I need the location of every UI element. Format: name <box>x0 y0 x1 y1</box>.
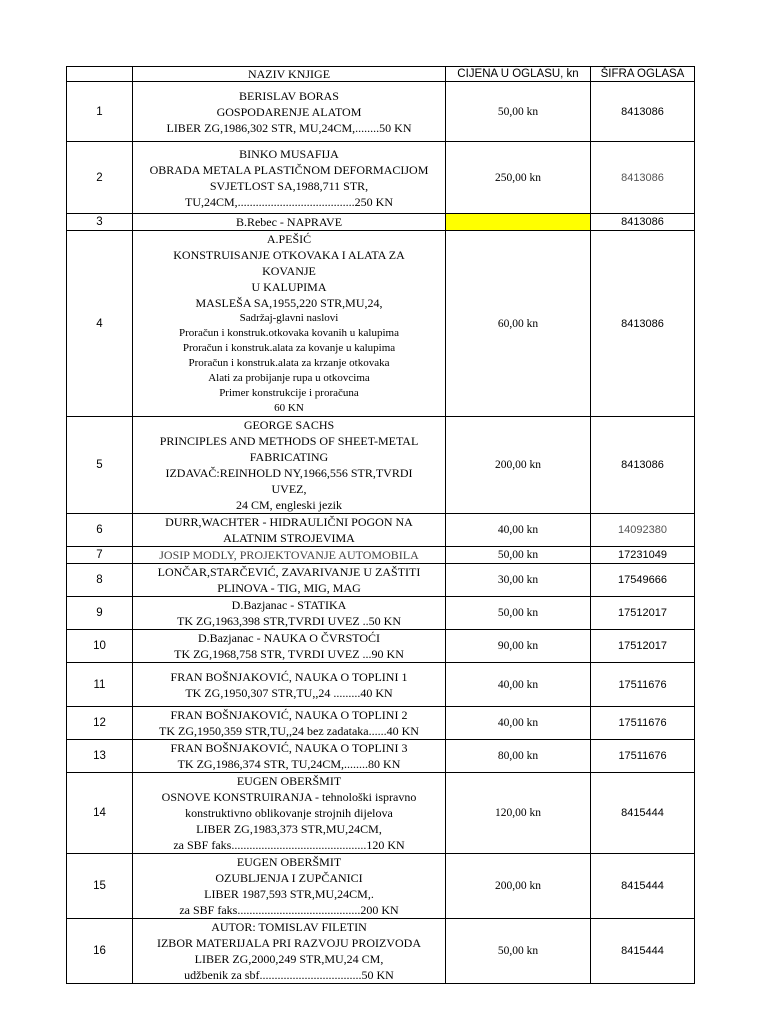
ad-code: 17512017 <box>591 597 695 630</box>
book-line: KOVANJE <box>262 264 316 278</box>
ad-code: 8413086 <box>591 417 695 514</box>
book-line: FABRICATING <box>249 450 329 464</box>
book-line: 24 CM, engleski jezik <box>236 498 342 512</box>
book-line: SVJETLOST SA,1988,711 STR, <box>209 178 369 193</box>
ad-code: 8415444 <box>591 773 695 854</box>
book-line: LIBER ZG,1986,302 STR, MU,24CM,........50 KN <box>166 120 412 135</box>
row-number: 4 <box>67 231 133 417</box>
price-cell: 120,00 kn <box>446 773 591 854</box>
header-number <box>67 67 133 82</box>
price-cell: 40,00 kn <box>446 663 591 707</box>
row-number: 16 <box>67 919 133 984</box>
row-number: 7 <box>67 547 133 564</box>
table-row <box>67 773 695 854</box>
book-description <box>133 854 446 919</box>
book-line: 60 KN <box>274 402 304 414</box>
row-number: 5 <box>67 417 133 514</box>
price-cell: 200,00 kn <box>446 417 591 514</box>
book-line: LONČAR,STARČEVIĆ, ZAVARIVANJE U ZAŠTITI <box>157 565 421 579</box>
book-line: za SBF faks.........................................200 KN <box>179 903 399 917</box>
row-number: 11 <box>67 663 133 707</box>
row-number: 3 <box>67 214 133 231</box>
ad-code: 8413086 <box>591 142 695 214</box>
table-row <box>67 740 695 773</box>
price-cell: 250,00 kn <box>446 142 591 214</box>
table-row <box>67 547 695 564</box>
ad-code: 8413086 <box>591 214 695 231</box>
table-row <box>67 630 695 663</box>
price-cell: 200,00 kn <box>446 854 591 919</box>
book-line: FRAN BOŠNJAKOVIĆ, NAUKA O TOPLINI 2 <box>170 708 408 722</box>
book-description <box>133 417 446 514</box>
price-cell-highlighted <box>446 214 591 231</box>
book-description <box>133 740 446 773</box>
ad-code: 17512017 <box>591 630 695 663</box>
table-row <box>67 142 695 214</box>
row-number: 8 <box>67 564 133 597</box>
table-row <box>67 514 695 547</box>
book-line: GOSPODARENJE ALATOM <box>216 104 362 119</box>
book-line: TK ZG,1986,374 STR, TU,24CM,........80 KN <box>177 757 401 771</box>
book-line: D.Bazjanac - STATIKA <box>231 598 347 612</box>
table-row <box>67 417 695 514</box>
table-row <box>67 564 695 597</box>
book-line: za SBF faks.............................................120 KN <box>173 838 405 852</box>
book-line: udžbenik za sbf..................................50 KN <box>184 968 394 982</box>
price-cell: 60,00 kn <box>446 231 591 417</box>
table-row <box>67 707 695 740</box>
book-line: Proračun i konstruk.alata za kovanje u kalupima <box>182 342 396 354</box>
book-description <box>133 663 446 707</box>
ad-code: 17511676 <box>591 663 695 707</box>
book-line: LIBER 1987,593 STR,MU,24CM,. <box>204 887 374 901</box>
price-cell: 40,00 kn <box>446 514 591 547</box>
book-line: GEORGE SACHS <box>243 418 335 432</box>
book-line: DURR,WACHTER - HIDRAULIČNI POGON NA <box>165 515 413 529</box>
price-cell: 30,00 kn <box>446 564 591 597</box>
book-description <box>133 214 446 231</box>
book-line: AUTOR: TOMISLAV FILETIN <box>211 920 367 934</box>
book-line: KONSTRUISANJE OTKOVAKA I ALATA ZA <box>173 248 405 262</box>
row-number: 1 <box>67 82 133 142</box>
price-cell: 50,00 kn <box>446 919 591 984</box>
ad-code: 17549666 <box>591 564 695 597</box>
book-line: Proračun i konstruk.alata za krzanje otkovaka <box>188 357 390 369</box>
ad-code: 8415444 <box>591 919 695 984</box>
row-number: 2 <box>67 142 133 214</box>
book-line: TK ZG,1963,398 STR,TVRDI UVEZ ..50 KN <box>177 614 401 628</box>
book-line: ALATNIM STROJEVIMA <box>223 531 355 545</box>
book-description <box>133 514 446 547</box>
book-line: D.Bazjanac - NAUKA O ČVRSTOĆI <box>197 631 381 645</box>
ad-code: 17511676 <box>591 740 695 773</box>
ad-code: 17231049 <box>591 547 695 564</box>
ad-code: 17511676 <box>591 707 695 740</box>
book-line: MASLEŠA SA,1955,220 STR,MU,24, <box>195 296 383 310</box>
row-number: 6 <box>67 514 133 547</box>
book-description <box>133 773 446 854</box>
book-line: OBRADA METALA PLASTIČNOM DEFORMACIJOM <box>149 162 429 177</box>
book-line: BERISLAV BORAS <box>239 88 339 103</box>
book-line: OZUBLJENJA I ZUPČANICI <box>215 871 363 885</box>
book-description <box>133 630 446 663</box>
book-line: TK ZG,1950,359 STR,TU,,24 bez zadataka......40 KN <box>159 724 419 738</box>
ad-code: 8413086 <box>591 82 695 142</box>
header-row <box>67 67 695 82</box>
book-line: EUGEN OBERŠMIT <box>236 855 342 869</box>
table-row <box>67 597 695 630</box>
book-line: TK ZG,1968,758 STR, TVRDI UVEZ ...90 KN <box>174 647 404 661</box>
table-row <box>67 663 695 707</box>
price-cell: 40,00 kn <box>446 707 591 740</box>
row-number: 15 <box>67 854 133 919</box>
price-cell: 90,00 kn <box>446 630 591 663</box>
ad-code: 14092380 <box>591 514 695 547</box>
book-description <box>133 597 446 630</box>
book-line: Primer konstrukcije i proračuna <box>219 387 359 399</box>
row-number: 10 <box>67 630 133 663</box>
price-cell: 50,00 kn <box>446 547 591 564</box>
book-list-sheet <box>66 66 694 984</box>
book-description <box>133 564 446 597</box>
price-cell: 50,00 kn <box>446 82 591 142</box>
book-line: B.Rebec - NAPRAVE <box>235 215 343 229</box>
book-line: JOSIP MODLY, PROJEKTOVANJE AUTOMOBILA <box>159 548 419 562</box>
book-line: konstruktivno oblikovanje strojnih dijelova <box>185 806 393 820</box>
book-line: Sadržaj-glavni naslovi <box>239 312 339 324</box>
book-line: EUGEN OBERŠMIT <box>236 774 342 788</box>
row-number: 14 <box>67 773 133 854</box>
header-ad-code: ŠIFRA OGLASA <box>591 67 695 82</box>
table-row <box>67 854 695 919</box>
book-line: IZBOR MATERIJALA PRI RAZVOJU PROIZVODA <box>156 936 421 950</box>
price-cell: 80,00 kn <box>446 740 591 773</box>
table-row <box>67 214 695 231</box>
book-line: A.PEŠIĆ <box>266 232 312 246</box>
ad-code: 8415444 <box>591 854 695 919</box>
book-description <box>133 142 446 214</box>
book-line: UVEZ, <box>271 482 307 496</box>
book-line: PLINOVA - TIG, MIG, MAG <box>217 581 361 595</box>
header-book-title: NAZIV KNJIGE <box>133 67 446 82</box>
book-line: TU,24CM,.......................................250 KN <box>184 194 393 209</box>
book-line: Alati za probijanje rupa u otkovcima <box>208 372 370 384</box>
book-description <box>133 82 446 142</box>
book-line: FRAN BOŠNJAKOVIĆ, NAUKA O TOPLINI 3 <box>170 741 408 755</box>
table-row <box>67 919 695 984</box>
book-line: PRINCIPLES AND METHODS OF SHEET-METAL <box>159 434 419 448</box>
book-line: BINKO MUSAFIJA <box>239 146 339 161</box>
row-number: 12 <box>67 707 133 740</box>
table-body <box>67 82 695 984</box>
table-row <box>67 82 695 142</box>
row-number: 13 <box>67 740 133 773</box>
header-price: CIJENA U OGLASU, kn <box>446 67 591 82</box>
book-line: Proračun i konstruk.otkovaka kovanih u kalupima <box>179 327 399 339</box>
book-description <box>133 547 446 564</box>
book-line: OSNOVE KONSTRUIRANJA - tehnološki ispravno <box>161 790 417 804</box>
ad-code: 8413086 <box>591 231 695 417</box>
book-line: LIBER ZG,1983,373 STR,MU,24CM, <box>196 822 382 836</box>
book-line: IZDAVAČ:REINHOLD NY,1966,556 STR,TVRDI <box>165 466 413 480</box>
book-description <box>133 231 446 417</box>
table-row <box>67 231 695 417</box>
book-line: LIBER ZG,2000,249 STR,MU,24 CM, <box>194 952 384 966</box>
book-description <box>133 707 446 740</box>
price-cell: 50,00 kn <box>446 597 591 630</box>
book-line: U KALUPIMA <box>251 280 327 294</box>
book-table <box>66 66 695 984</box>
book-line: TK ZG,1950,307 STR,TU,,24 .........40 KN <box>185 685 393 700</box>
book-line: FRAN BOŠNJAKOVIĆ, NAUKA O TOPLINI 1 <box>170 669 408 684</box>
book-description <box>133 919 446 984</box>
row-number: 9 <box>67 597 133 630</box>
